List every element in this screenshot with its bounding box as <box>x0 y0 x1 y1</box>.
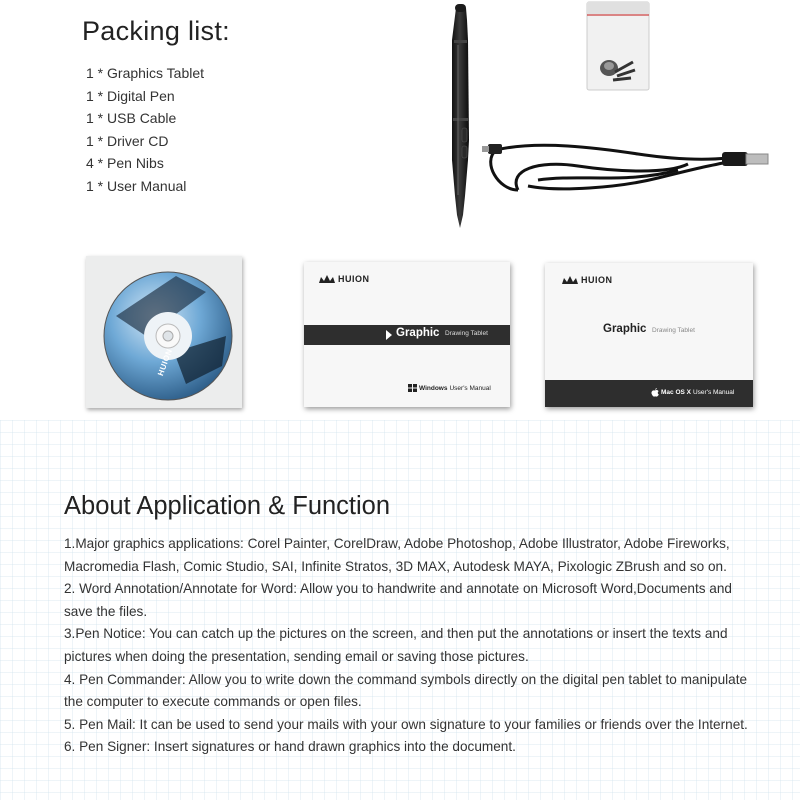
apple-logo-icon <box>651 388 659 397</box>
mac-manual <box>545 263 753 407</box>
brand-name: HUION <box>581 275 613 285</box>
manual-title: Graphic <box>396 327 440 339</box>
os-suffix: User's Manual <box>692 389 735 396</box>
about-item: 2. Word Annotation/Annotate for Word: Allow you to handwrite and annotate on Microsoft Word,Documents and save the files. <box>64 581 732 619</box>
os-name: Mac OS X <box>661 389 691 396</box>
driver-cd-icon <box>86 256 242 408</box>
brand-logo <box>318 274 370 284</box>
about-title: About Application & Function <box>64 492 391 520</box>
manual-subtitle: Drawing Tablet <box>445 330 488 337</box>
packing-list-title: Packing list: <box>82 16 230 46</box>
manual-subtitle: Drawing Tablet <box>652 327 695 334</box>
about-item: 4. Pen Commander: Allow you to write down the command symbols directly on the digital pen tablet to manipulate the computer to execute commands or open files. <box>64 671 748 710</box>
crown-logo-icon <box>561 276 579 285</box>
packing-item: 1 * Graphics Tablet <box>86 65 205 81</box>
manual-title: Graphic <box>603 323 647 335</box>
os-label <box>651 388 734 397</box>
nibs-bag-icon <box>585 0 651 92</box>
packing-list <box>86 62 204 197</box>
cd-label: HUION <box>156 347 175 378</box>
packing-item: 4 * Pen Nibs <box>86 155 164 171</box>
title-band <box>304 325 510 345</box>
packing-item: 1 * Digital Pen <box>86 87 175 104</box>
driver-cd-card <box>86 256 242 408</box>
packing-item: 1 * User Manual <box>86 177 187 194</box>
about-item: 1.Major graphics applications: Corel Painter, CorelDraw, Adobe Photoshop, Adobe Illustrator, Adobe Fireworks, Macromedia Flash, Comic Studio, SAI, Infinite Stratos, 3D MAX, Autodesk MAYA, Pixologic ZBrush and so on. <box>64 536 730 574</box>
about-item: 5. Pen Mail: It can be used to send your mails with your own signature to your families or friends over the Internet. <box>64 716 748 732</box>
about-item: 3.Pen Notice: You can catch up the pictures on the screen, and then put the annotations or insert the texts and pictures when doing the presentation, sending email or saving those pictures. <box>64 626 728 664</box>
windows-logo-icon <box>408 384 417 392</box>
about-item: 6. Pen Signer: Insert signatures or hand drawn graphics into the document. <box>64 739 516 755</box>
windows-manual <box>304 262 510 407</box>
play-arrow-icon <box>386 330 392 340</box>
about-list <box>64 533 754 759</box>
os-name: Windows <box>419 384 448 392</box>
crown-logo-icon <box>318 275 336 284</box>
packing-item: 1 * Driver CD <box>86 132 169 149</box>
brand-logo <box>561 275 613 285</box>
usb-cable-icon <box>478 130 778 200</box>
os-label <box>408 384 491 392</box>
os-band <box>545 380 753 407</box>
brand-name: HUION <box>338 274 370 284</box>
os-suffix: User's Manual <box>449 384 491 392</box>
packing-item: 1 * USB Cable <box>86 110 177 126</box>
